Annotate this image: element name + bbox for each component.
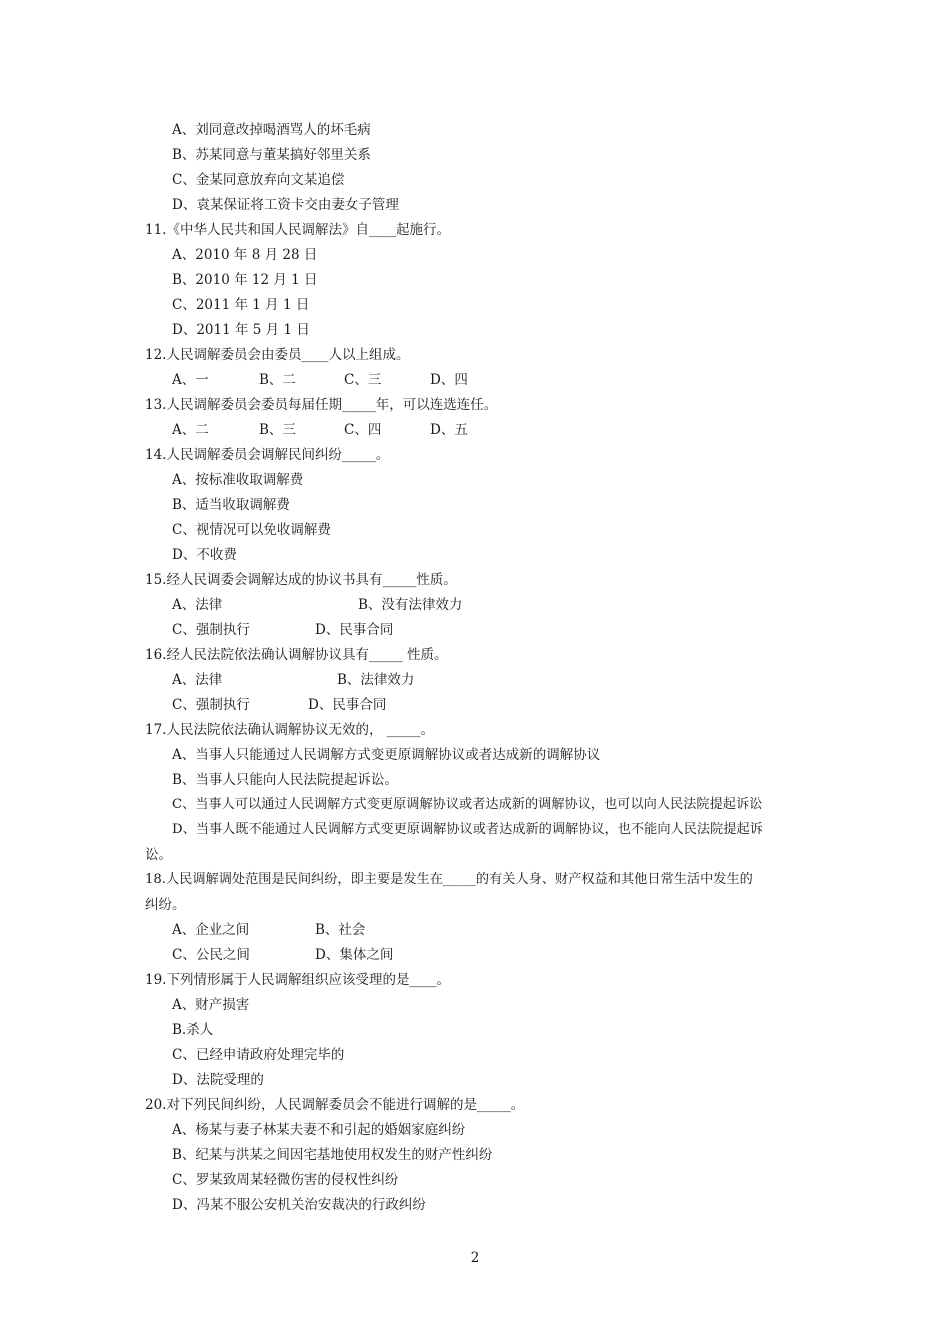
q17-option-c: C、当事人可以通过人民调解方式变更原调解协议或者达成新的调解协议，也可以向人民法院提起诉讼 xyxy=(172,797,763,812)
q16-option-a: A、法律 xyxy=(172,672,223,688)
q12-question: 12.人民调解委员会由委员____人以上组成。 xyxy=(145,347,410,363)
q15-option-a: A、法律 xyxy=(172,597,223,613)
q19-option-b: B.杀人 xyxy=(172,1022,214,1038)
q19-option-c: C、已经申请政府处理完毕的 xyxy=(172,1047,345,1063)
q18-option-b: B、社会 xyxy=(315,922,366,938)
q13-option-b: B、三 xyxy=(259,422,296,438)
q17-option-d: D、当事人既不能通过人民调解方式变更原调解协议或者达成新的调解协议，也不能向人民法院提起诉 xyxy=(172,822,763,837)
q15-option-c: C、强制执行 xyxy=(172,622,250,638)
q16-question: 16.经人民法院依法确认调解协议具有_____ 性质。 xyxy=(145,647,448,663)
q20-option-d: D、冯某不服公安机关治安裁决的行政纠纷 xyxy=(172,1197,426,1213)
q16-option-b: B、法律效力 xyxy=(337,672,415,688)
q19-question: 19.下列情形属于人民调解组织应该受理的是____。 xyxy=(145,972,450,988)
q16-option-c: C、强制执行 xyxy=(172,697,250,713)
q20-option-b: B、纪某与洪某之间因宅基地使用权发生的财产性纠纷 xyxy=(172,1147,493,1163)
q18-question-continuation: 纠纷。 xyxy=(145,897,186,913)
q12-option-b: B、二 xyxy=(259,372,296,388)
q11-option-b: B、2010 年 12 月 1 日 xyxy=(172,272,318,288)
q13-option-a: A、二 xyxy=(172,422,209,438)
q14-question: 14.人民调解委员会调解民间纠纷_____。 xyxy=(145,447,390,463)
q11-option-c: C、2011 年 1 月 1 日 xyxy=(172,297,310,313)
q16-option-d: D、民事合同 xyxy=(308,697,387,713)
q20-option-a: A、杨某与妻子林某夫妻不和引起的婚姻家庭纠纷 xyxy=(172,1122,466,1138)
q10-option-b: B、苏某同意与董某搞好邻里关系 xyxy=(172,147,371,163)
page-number: 2 xyxy=(470,1250,480,1266)
q17-question: 17.人民法院依法确认调解协议无效的， _____。 xyxy=(145,722,435,738)
q19-option-a: A、财产损害 xyxy=(172,997,250,1013)
q10-option-d: D、袁某保证将工资卡交由妻女子管理 xyxy=(172,197,399,213)
q15-option-b: B、没有法律效力 xyxy=(358,597,463,613)
q11-question: 11.《中华人民共和国人民调解法》自____起施行。 xyxy=(145,222,450,238)
q18-option-d: D、集体之间 xyxy=(315,947,394,963)
q10-option-a: A、刘同意改掉喝酒骂人的坏毛病 xyxy=(172,122,371,138)
q17-option-a: A、当事人只能通过人民调解方式变更原调解协议或者达成新的调解协议 xyxy=(172,747,601,763)
q17-option-b: B、当事人只能向人民法院提起诉讼。 xyxy=(172,772,398,788)
q20-question: 20.对下列民间纠纷，人民调解委员会不能进行调解的是_____。 xyxy=(145,1097,525,1113)
q15-option-d: D、民事合同 xyxy=(315,622,394,638)
q14-option-b: B、适当收取调解费 xyxy=(172,497,290,513)
q15-question: 15.经人民调委会调解达成的协议书具有_____性质。 xyxy=(145,572,457,588)
q12-option-c: C、三 xyxy=(344,372,382,388)
q12-option-a: A、一 xyxy=(172,372,209,388)
q14-option-d: D、不收费 xyxy=(172,547,237,563)
q14-option-c: C、视情况可以免收调解费 xyxy=(172,522,331,538)
q13-question: 13.人民调解委员会委员每届任期_____年，可以连选连任。 xyxy=(145,397,498,413)
q17-option-d-continuation: 讼。 xyxy=(145,847,172,863)
q10-option-c: C、金某同意放弃向文某追偿 xyxy=(172,172,345,188)
q11-option-d: D、2011 年 5 月 1 日 xyxy=(172,322,310,338)
q18-option-c: C、公民之间 xyxy=(172,947,250,963)
q11-option-a: A、2010 年 8 月 28 日 xyxy=(172,247,318,263)
q13-option-c: C、四 xyxy=(344,422,382,438)
q13-option-d: D、五 xyxy=(430,422,468,438)
q19-option-d: D、法院受理的 xyxy=(172,1072,264,1088)
q18-option-a: A、企业之间 xyxy=(172,922,250,938)
q20-option-c: C、罗某致周某轻微伤害的侵权性纠纷 xyxy=(172,1172,399,1188)
q18-question: 18.人民调解调处范围是民间纠纷，即主要是发生在_____的有关人身、财产权益和其他日常生活中发生的 xyxy=(145,872,753,887)
q12-option-d: D、四 xyxy=(430,372,468,388)
q14-option-a: A、按标准收取调解费 xyxy=(172,472,304,488)
